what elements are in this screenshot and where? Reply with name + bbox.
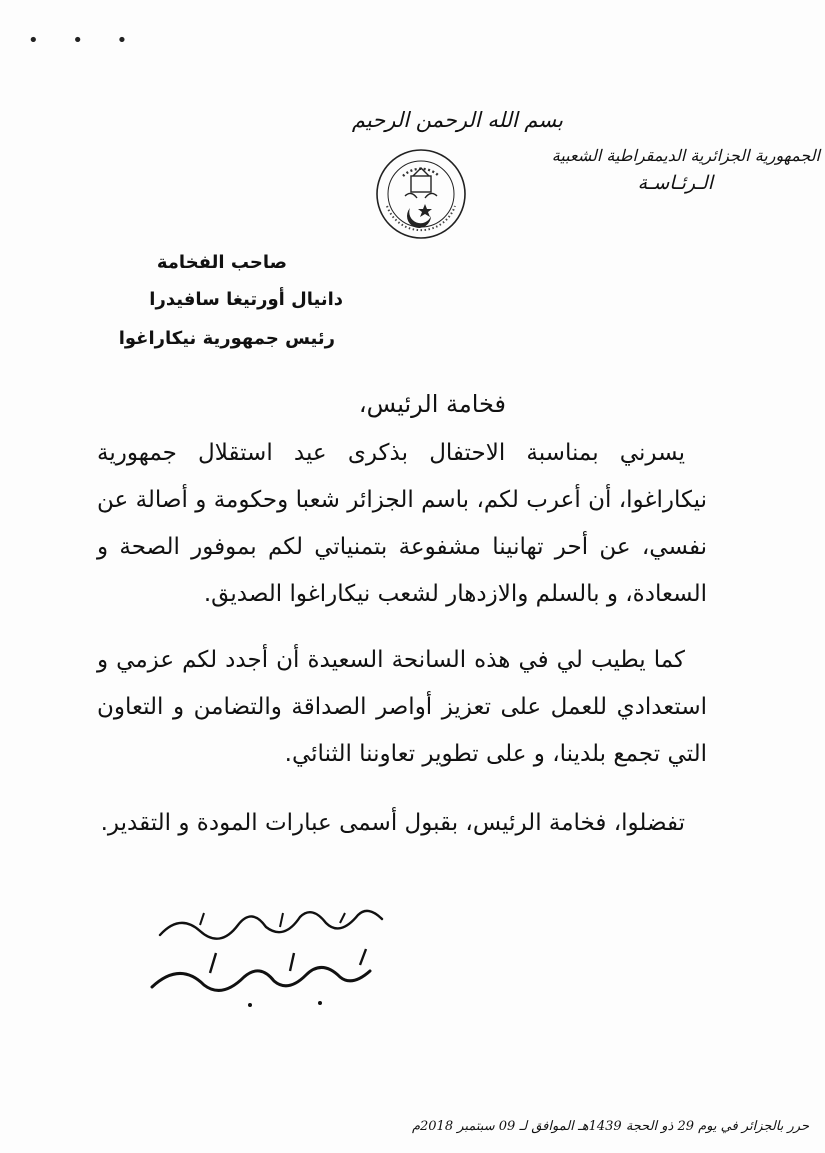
algeria-emblem-seal-icon bbox=[373, 146, 469, 242]
handwritten-signature bbox=[140, 905, 400, 1020]
basmala: بسم الله الرحمن الرحيم bbox=[351, 108, 563, 132]
addressee-name: دانيال أورتيغا سافيدرا bbox=[149, 289, 343, 310]
issue-date-line: حرر بالجزائر في يوم 29 ذو الحجة 1439هـ الموافق لـ 09 سبتمبر 2018م bbox=[411, 1119, 809, 1134]
republic-name: الجمهورية الجزائرية الديمقراطية الشعبية bbox=[551, 146, 820, 165]
letter-paragraph bbox=[97, 637, 707, 778]
addressee-position: رئيس جمهورية نيكاراغوا bbox=[118, 328, 335, 349]
presidency-title: الـرئـاسـة bbox=[637, 172, 713, 194]
letter-paragraph bbox=[97, 800, 707, 847]
letter-greeting: فخامة الرئيس، bbox=[358, 390, 506, 418]
paragraph-text: كما يطيب لي في هذه السانحة السعيدة أن أجدد لكم عزمي و استعدادي للعمل على تعزيز أواصر الصداقة والتضامن و التعاون التي تجمع بلدينا، و على تطوير تعاوننا الثنائي. bbox=[97, 647, 707, 767]
paragraph-text: يسرني بمناسبة الاحتفال بذكرى عيد استقلال جمهورية نيكاراغوا، أن أعرب لكم، باسم الجزائر شعبا وحكومة و أصالة عن نفسي، عن أحر تهانينا مشفوعة بتمنياتي لكم بموفور الصحة و السعادة، و بالسلم والازدهار لشعب نيكاراغوا الصديق. bbox=[97, 440, 707, 607]
scan-mark-dots: • • • bbox=[28, 30, 142, 51]
paragraph-text: تفضلوا، فخامة الرئيس، بقبول أسمى عبارات المودة و التقدير. bbox=[100, 810, 685, 836]
letter-paragraph bbox=[97, 430, 707, 618]
addressee-title: صاحب الفخامة bbox=[156, 252, 287, 273]
